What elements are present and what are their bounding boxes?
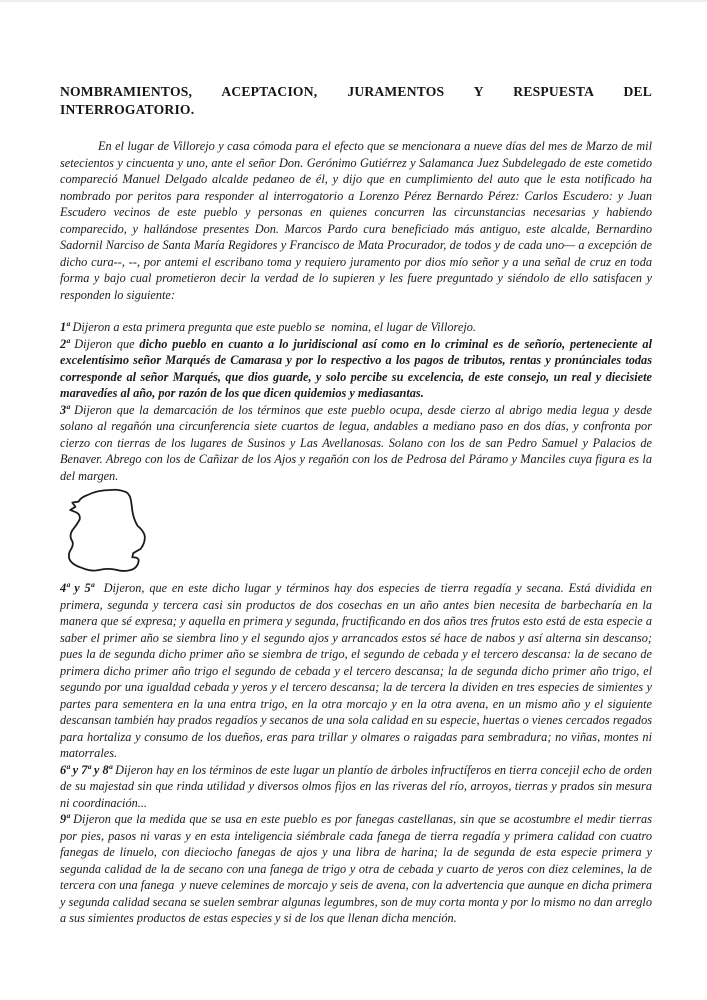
question-text: dicho pueblo en cuanto a lo juridiscional así como en lo criminal es de señorío, perteneciente al excelentísimo señor Marqués de Camarasa y por lo respectivo a los pagos de tributos, rentas y pronúnciales todas corresponde al señor Marqués, que dios guarde, y solo percibe su excelencia, de este consejo, un real y diecisiete maravedíes al año, por razón de los que dicen quidemios y mediasantas. xyxy=(60,336,652,400)
question-marker: 3ª xyxy=(60,402,70,417)
intro-paragraph: En el lugar de Villorejo y casa cómoda para el efecto que se mencionara a nueve días del mes de Marzo de mil setecientos y cincuenta y uno, ante el señor Don. Gerónimo Gutiérrez y Salamanca Juez Subdelegado de este cometido compareció Manuel Delgado alcalde pedaneo de él, y dijo que en cumplimiento del auto que le esta notificado ha nombrado por peritos para responder al interrogatorio a Lorenzo Pérez Bernardo Pérez: Carlos Escudero: y Juan Escudero vecinos de este pueblo y personas en quienes concurren las circunstancias necesarias y habiendo comparecido, y hallándose presentes Don. Marcos Pardo cura beneficiado más antiguo, este alcalde, Bernardino Sadornil Narciso de Santa María Regidores y Francisco de Mata Procurador, de todos y de cada uno— a excepción de dicho cura--, --, por antemi el escribano toma y requiero juramento por dios mío señor y a una señal de cruz en toda forma y bajo cual prometieron decir la verdad de lo supieren y les fuere preguntado y siéndolo de ello satisfacen y responden lo siguiente: xyxy=(60,139,652,302)
page-title xyxy=(60,83,652,118)
question-marker: 1ª xyxy=(60,320,70,334)
question-marker: 6ª y 7ª y 8ª xyxy=(60,762,112,777)
question-list xyxy=(60,319,652,927)
question-marker: 2ª xyxy=(60,336,70,351)
question-paragraph xyxy=(60,336,652,402)
question-text: Dijeron hay en los términos de este lugar un plantío de árboles infructíferos en tierra concejil echo de orden de su majestad sin que rinda utilidad y diversos olmos fijos en las riveras del río, arroyos, tierras y prados sin mesura ni coordinación... xyxy=(60,762,652,810)
question-paragraph xyxy=(60,811,652,927)
map-outline-path xyxy=(69,490,145,571)
question-marker: 9ª xyxy=(60,812,70,826)
page-title-line-1: NOMBRAMIENTOS, ACEPTACION, JURAMENTOS Y RESPUESTA DEL xyxy=(60,84,652,99)
question-paragraph xyxy=(60,319,652,336)
question-marker: 4ª y 5ª xyxy=(60,581,94,595)
question-paragraph xyxy=(60,580,652,762)
question-text: Dijeron a esta primera pregunta que este pueblo se nomina, el lugar de Villorejo. xyxy=(69,320,476,334)
question-paragraph xyxy=(60,402,652,485)
boundary-map-figure xyxy=(66,488,652,576)
question-text: Dijeron que la demarcación de los términos que este pueblo ocupa, desde cierzo al abrigo media legua y desde solano al regañón una circunferencia siete cuartos de legua, andables a mediano paso en dos días, y confronta por cierzo con tierras de los lugares de Susinos y Las Avellanosas. Solano con los de san Pedro Samuel y Palacios de Benaver. Abrego con los de Cañizar de los Ajos y regañón con los de Pedrosa del Páramo y Manciles cuya figura es la del margen. xyxy=(60,402,652,483)
question-text: Dijeron, que en este dicho lugar y términos hay dos especies de tierra regadía y secana. Está dividida en primera, segunda y tercera casi sin productos de dos cosechas en un año antes bien necesita de barbecharía en la manera que sé expresa; y aquella en primera y segunda, fructificando en dos años tres frutos esto está de esta especie a saber el primer año se siembra lino y el segundo ajos y arrancados estos sé hace de nabos y así alterna sin descanso; pues la de segunda dicho primer año se siembra de trigo, el segundo de cebada y el tercero descansa: la de secano de primera dicho primer año trigo el segundo de cebada y el tercero descansa; la de segunda dicho primer año trigo, el segundo por una igualdad cebada y yeros y el tercero descansa; la de tercera la dividen en tres especies de simientes y partes para sementera en la una entra trigo, en la otra morcajo y en la otra avena, en un mismo año y el siguiente descansan también hay prados regadíos y secanos de una sola calidad en su especie, huertas o vienes cercados regados para hortaliza y consumo de los dueños, eras para trillar y olmares o raigadas para sembradura; no viñas, montes ni matorrales. xyxy=(60,581,653,760)
question-paragraph xyxy=(60,762,652,812)
question-text: Dijeron que xyxy=(69,336,140,351)
question-text: Dijeron que la medida que se usa en este pueblo es por fanegas castellanas, sin que se acostumbre el medir tierras por pies, pasos ni varas y en esta inteligencia siémbrale cada fanega de tierra regadía y primera calidad con cuatro fanegas de linuelo, con dieciocho fanegas de ajos y una libra de harina; la de segunda de esta especie primera y segunda calidad de la de secano con una fanega de trigo y otra de cebada y cuarto de yeros con diez celemines, la de tercera con una fanega y nueve celemines de morcajo y seis de avena, con la advertencia que aunque en dicha primera y segunda calidad secana se suelen sembrar algunas legumbres, son de muy corta monta y por lo mismo no dan arreglo a sus simientes productos de estas especies y si de los que llenan dicha mención. xyxy=(60,812,652,925)
page-title-line-2: INTERROGATORIO. xyxy=(60,101,195,117)
document-page xyxy=(60,0,652,927)
village-boundary-map-icon xyxy=(66,488,148,574)
